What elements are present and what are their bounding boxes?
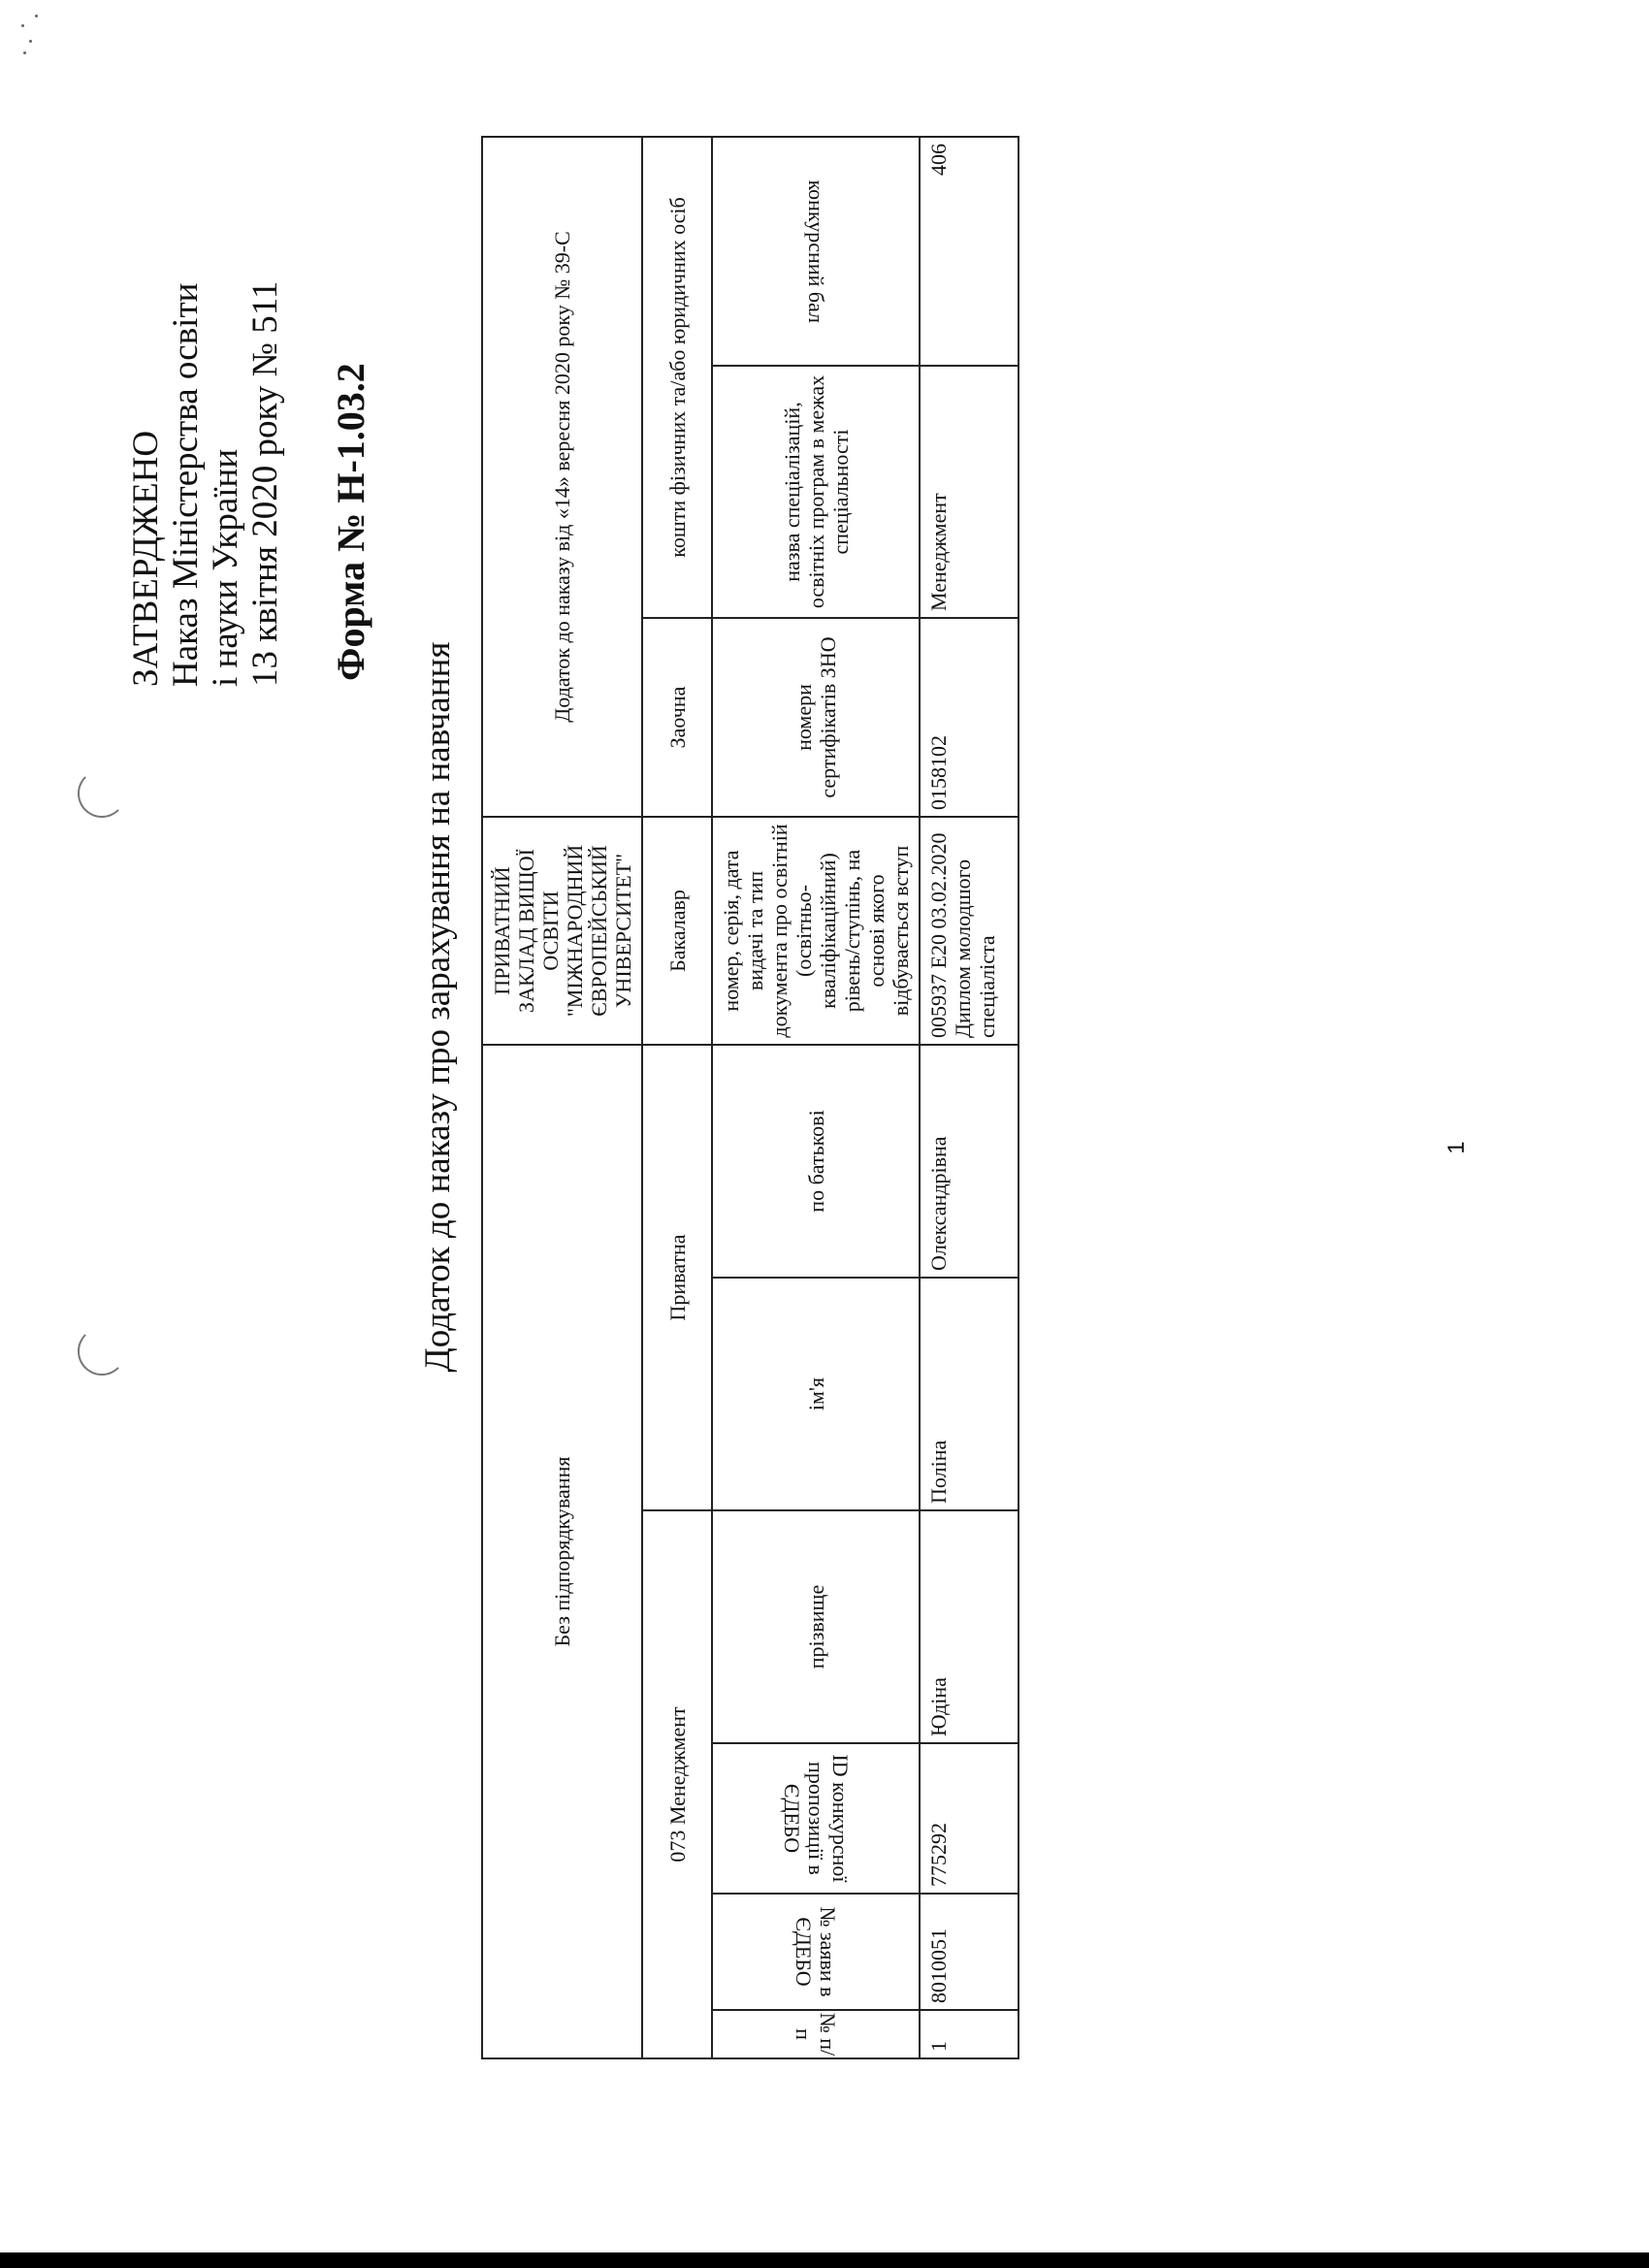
col-header-application-label: № заяви в ЄДЕБО <box>792 1906 840 1997</box>
approval-block <box>126 182 285 687</box>
cell-zno: 0158102 <box>920 618 1018 817</box>
col-header-offer-id-label: ID конкурсної пропозиції в ЄДЕБО <box>779 1754 853 1883</box>
col-header-surname: прізвище <box>712 1510 920 1743</box>
document-title: Додаток до наказу про зарахування на навчання <box>418 641 458 1373</box>
cell-offer-id: 775292 <box>920 1743 1018 1894</box>
cell-surname: Юдіна <box>920 1510 1018 1743</box>
cell-document: 005937 Е20 03.02.2020 Диплом молодшого спеціаліста <box>920 817 1018 1045</box>
approval-line: 13 квітня 2020 року № 511 <box>245 280 285 687</box>
study-form-cell: Заочна <box>642 618 712 817</box>
cell-application: 8010051 <box>920 1894 1018 2010</box>
form-number: Форма № Н-1.03.2 <box>329 363 372 681</box>
table-row <box>920 137 1018 2058</box>
table-column-header-row <box>712 137 920 2058</box>
col-header-application <box>712 1894 920 2010</box>
approval-line: і науки України <box>206 448 245 687</box>
col-header-document: номер, серія, дата видачі та тип документа про освітній (освітньо-кваліфікаційний) рівень/ступінь, на основі якого відбувається вступ <box>712 817 920 1045</box>
col-header-offer-id <box>712 1743 920 1894</box>
funding-cell: кошти фізичних та/або юридичних осіб <box>642 137 712 618</box>
cell-number: 1 <box>920 2010 1018 2058</box>
col-header-score <box>712 137 920 366</box>
col-header-number <box>712 2010 920 2058</box>
specialty-cell: 073 Менеджмент <box>642 1510 712 2058</box>
page-number: 1 <box>1443 1141 1470 1154</box>
subordination-cell: Без підпорядкування <box>482 1045 642 2058</box>
table-header-row <box>642 137 712 2058</box>
institution-cell: ПРИВАТНИЙ ЗАКЛАД ВИЩОЇ ОСВІТИ "МІЖНАРОДНИЙ ЄВРОПЕЙСЬКИЙ УНІВЕРСИТЕТ" <box>482 817 642 1045</box>
table-header-row <box>482 137 642 2058</box>
approval-line: ЗАТВЕРДЖЕНО <box>126 430 166 687</box>
enrollment-table <box>481 136 1019 2059</box>
cell-patronymic: Олександрівна <box>920 1045 1018 1278</box>
col-header-name: ім'я <box>712 1278 920 1510</box>
col-header-zno: номери сертифікатів ЗНО <box>712 618 920 817</box>
cell-name: Поліна <box>920 1278 1018 1510</box>
punch-hole-mark <box>78 769 126 818</box>
col-header-program: назва спеціалізацій, освітніх програм в межах спеціальності <box>712 366 920 618</box>
cell-score: 406 <box>920 137 1018 366</box>
approval-line: Наказ Міністерства освіти <box>166 282 206 687</box>
order-reference-cell: Додаток до наказу від «14» вересня 2020 року № 39-С <box>482 137 642 817</box>
col-header-number-label: № п/п <box>792 2012 840 2057</box>
scan-dots <box>19 8 48 56</box>
col-header-patronymic: по батькові <box>712 1045 920 1278</box>
degree-cell: Бакалавр <box>642 817 712 1045</box>
punch-hole-mark <box>78 1327 126 1376</box>
ownership-cell: Приватна <box>642 1045 712 1510</box>
col-header-score-label: конкурсний бал <box>803 179 828 323</box>
cell-program: Менеджмент <box>920 366 1018 618</box>
